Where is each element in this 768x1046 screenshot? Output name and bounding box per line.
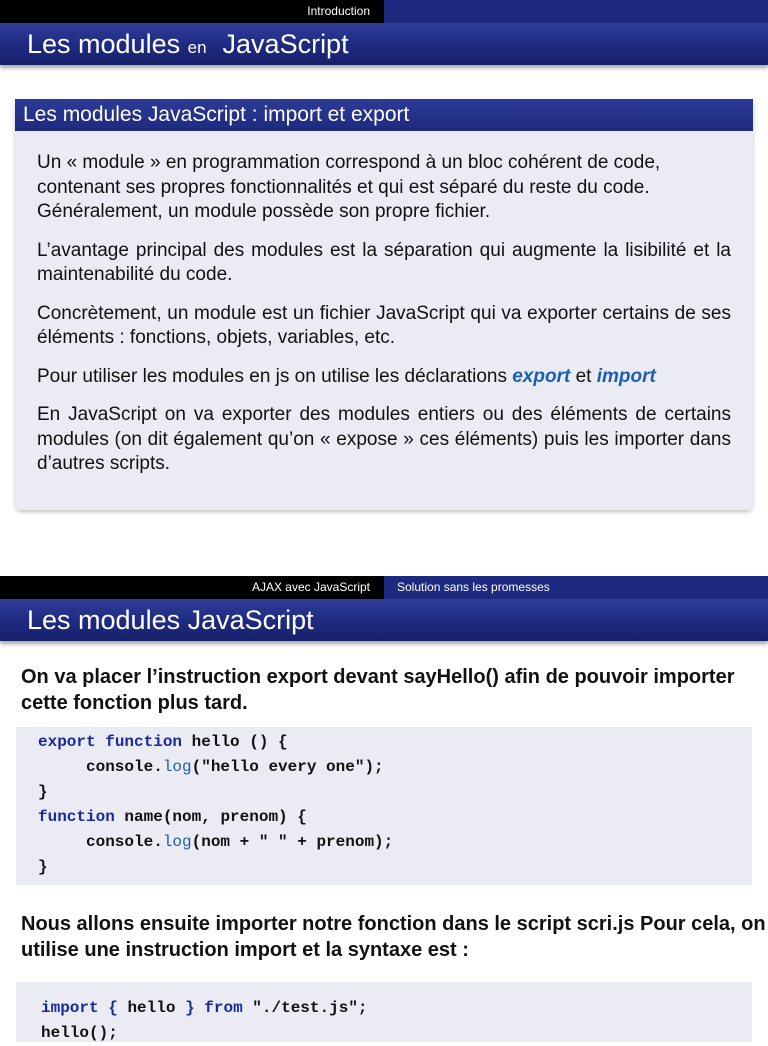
code-line: hello();: [41, 1024, 118, 1042]
code-text: name(nom, prenom) {: [124, 808, 307, 826]
frame-title-bar: [0, 599, 768, 641]
title-part-modules: Les modules: [27, 29, 181, 59]
code-line: [38, 730, 752, 755]
block-title: Les modules JavaScript : import et export: [15, 99, 753, 131]
code-keyword: export: [38, 733, 96, 751]
frame-title: [27, 27, 349, 65]
title-part-javascript: JavaScript: [222, 29, 349, 59]
paragraph-declarations: [37, 365, 731, 390]
nav-subsection-active[interactable]: Solution sans les promesses: [384, 576, 768, 599]
code-keyword: function: [38, 808, 115, 826]
frame-title-bar: [0, 23, 768, 65]
code-text: hello () {: [191, 733, 288, 751]
code-text: ("hello every one");: [191, 758, 384, 776]
code-brace: {: [108, 999, 118, 1017]
frame-title: Les modules JavaScript: [27, 605, 314, 635]
code-text: (nom + " " + prenom);: [191, 833, 394, 851]
code-keyword: function: [105, 733, 183, 751]
content-block: [15, 99, 753, 510]
code-line: [38, 805, 752, 830]
nav-subsection-active: [384, 0, 768, 23]
code-text: console.: [86, 833, 163, 851]
code-text: "./test.js";: [252, 999, 368, 1017]
code-text: console.: [86, 758, 163, 776]
paragraph-definition: Un « module » en programmation correspond à un bloc cohérent de code, contenant ses propres fonctionnalités et qui est séparé du reste du code. Généralement, un module possède son propre fichier.: [37, 152, 661, 222]
code-line: [38, 830, 752, 855]
title-part-en: en: [187, 38, 207, 57]
keyword-export: export: [512, 365, 571, 387]
code-keyword: import: [41, 999, 99, 1017]
paragraph-concretely: Concrètement, un module est un fichier JavaScript qui va exporter certains de ses éléments : fonctions, objets, variables, etc.: [37, 302, 731, 348]
code-line: }: [38, 783, 48, 801]
code-keyword: from: [204, 999, 243, 1017]
paragraph-advantage: L’avantage principal des modules est la séparation qui augmente la lisibilité et la maintenabilité du code.: [37, 239, 731, 285]
instruction-text-export: On va placer l’instruction export devant sayHello() afin de pouvoir importer cette fonction plus tard.: [21, 666, 735, 714]
code-line: [38, 755, 752, 780]
slide-modules-javascript: [0, 576, 768, 1042]
instruction-text-import: Nous allons ensuite importer notre fonction dans le script scri.js Pour cela, on utilise une instruction import et la syntaxe est :: [21, 913, 766, 961]
code-block-import: [16, 982, 752, 1042]
code-method: log: [162, 833, 192, 851]
keyword-import: import: [596, 365, 656, 387]
code-line: }: [38, 858, 48, 876]
code-block-export: [16, 727, 752, 885]
code-method: log: [162, 758, 192, 776]
code-line: [41, 996, 752, 1021]
nav-strip: [0, 576, 768, 599]
block-body: [15, 131, 753, 510]
declarations-and: et: [575, 365, 592, 387]
nav-strip: [0, 0, 768, 23]
nav-section[interactable]: Introduction: [307, 4, 370, 18]
code-brace: }: [185, 999, 195, 1017]
paragraph-expose: En JavaScript on va exporter des modules entiers ou des éléments de certains modules (on dit également qu’on « expose » ces éléments) puis les importer dans d’autres scripts.: [37, 404, 731, 474]
code-text: hello: [127, 999, 176, 1017]
declarations-text: Pour utiliser les modules en js on utilise les déclarations: [37, 365, 507, 387]
nav-section[interactable]: AJAX avec JavaScript: [251, 580, 370, 594]
